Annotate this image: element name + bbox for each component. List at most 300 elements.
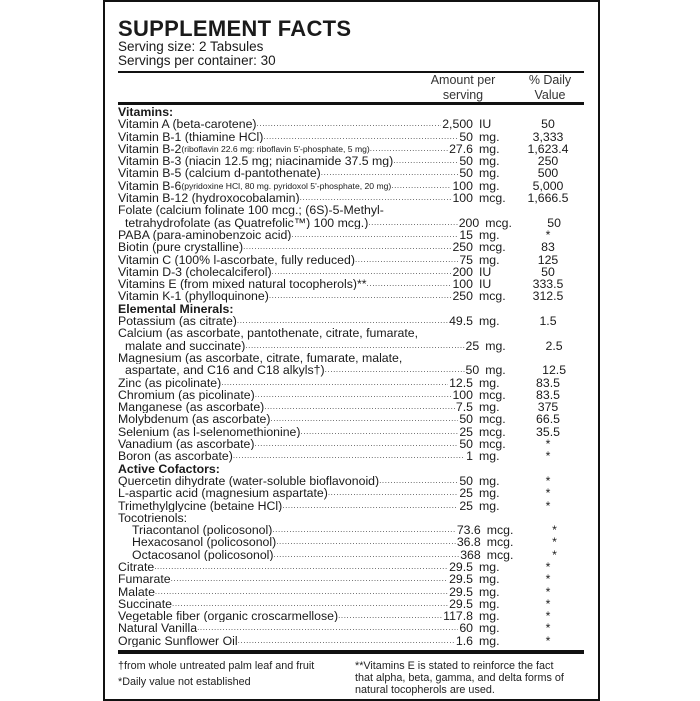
amount: 50 [459,413,473,426]
nutrient-label: Malate [118,585,155,598]
amount-header-line1: Amount per [430,73,496,87]
nutrient-label: Zinc (as picolinate) [118,376,222,389]
daily-value: * [545,227,551,242]
daily-value [518,327,578,339]
nutrient-label: Trimethylglycine (betaine HCl) [118,499,283,512]
dot-leader [243,241,451,253]
unit: mg. [479,621,500,636]
unit: mg. [485,338,506,353]
thick-divider-bottom [118,650,584,654]
table-row [118,610,584,622]
nutrient-note: (pyridoxine HCl, 80 mg. pyridoxol 5'-phosphate, 20 mg) [181,180,392,191]
table-row [118,315,584,327]
amount: 250 [452,241,473,254]
nutrient-label: Triacontanol (policosonol) [132,524,273,537]
table-row [118,635,584,647]
unit: mcg. [479,424,506,439]
nutrient-label: Citrate [118,560,155,574]
daily-value: 500 [537,166,559,181]
nutrient-name [118,622,473,634]
nutrient-label: Vitamin K-1 (phylloquinone) [118,290,269,303]
dot-leader [197,622,458,634]
amount: 60 [459,622,473,635]
unit: mg. [479,559,500,574]
table-row [118,389,584,401]
amount: 100 [452,388,473,402]
table-row [118,573,584,585]
nutrient-label: aspartate, and C16 and C18 alkyls†) [125,364,325,377]
divider [118,71,584,73]
amount: 25 [459,487,473,500]
daily-value: 1,623.4 [527,141,569,156]
unit: mg. [479,473,500,488]
nutrient-name [118,106,473,118]
daily-value: * [545,437,551,452]
nutrient-name [118,278,473,290]
daily-value: 12.5 [542,363,567,378]
table-row [118,524,584,536]
section-heading [118,303,584,315]
daily-value: * [545,486,551,501]
footnote-vitamin-e-3: natural tocopherols are used. [355,684,495,696]
nutrient-name [118,303,473,315]
dot-leader [282,500,458,512]
table-row [118,278,584,290]
nutrient-label: Potassium (as citrate) [118,315,237,328]
unit: mg. [479,572,500,587]
daily-value: * [545,609,551,624]
nutrient-label: Vitamin C (100% l-ascorbate, fully reduced) [118,253,355,266]
daily-value: 3,333 [532,129,564,144]
nutrient-name [118,610,473,622]
amount: 100 [452,179,473,193]
daily-value: 2.5 [545,338,563,353]
table-row [118,377,584,389]
dot-leader [328,487,458,499]
unit: mg. [479,584,500,599]
nutrient-name [118,377,473,389]
daily-value: 50 [541,264,555,279]
unit: mg. [479,141,500,156]
nutrient-name [118,500,473,512]
unit: IU [479,277,492,292]
unit: mcg. [486,547,514,562]
unit: mg. [479,596,500,611]
amount: 1 [466,450,473,463]
nutrient-label: L-aspartic acid (magnesium aspartate) [118,487,328,500]
nutrient-label: Selenium (as l-selenomethionine) [118,425,301,439]
unit: mcg. [485,215,512,230]
nutrient-name [118,487,473,499]
amount: 50 [459,155,473,168]
footnote-asterisk: *Daily value not established [118,676,251,688]
nutrient-label: Manganese (as ascorbate) [118,401,265,414]
daily-value: 312.5 [532,289,564,304]
table-row [118,290,584,302]
panel-title: SUPPLEMENT FACTS [118,16,352,41]
nutrient-label: Tocotrienols: [118,511,188,525]
nutrient-name [118,413,473,425]
nutrient-label: Vitamin B-12 (hydroxocobalamin) [118,192,300,205]
dot-leader [264,401,455,413]
nutrient-label: Vitamins: [118,106,174,119]
table-row [118,536,584,548]
table-row [118,450,584,462]
nutrient-name [118,561,473,573]
nutrient-name [118,364,479,376]
daily-value: 333.5 [532,277,564,292]
table-row [118,266,584,278]
amount: 7.5 [455,401,473,414]
table-row [118,598,584,610]
table-row [118,254,584,266]
unit: mg. [479,486,500,501]
nutrient-name [118,327,473,339]
nutrient-note: (riboflavin 22.6 mg: riboflavin 5'-phosphate, 5 mg) [181,143,370,154]
unit: mg. [479,178,500,193]
daily-value: 1.5 [539,314,557,329]
table-row [118,327,584,339]
daily-value: * [545,584,551,599]
table-row [118,352,584,364]
amount: 50 [465,364,480,377]
unit: mg. [479,609,500,624]
nutrient-label: Vitamin B-3 (niacin 12.5 mg; niacinamide 37.5 mg) [118,155,394,168]
nutrient-name [118,315,473,327]
daily-value: 1,666.5 [527,191,569,206]
table-row [118,549,584,561]
dot-leader [233,450,465,462]
amount: 25 [465,339,480,352]
unit: mg. [479,129,500,144]
nutrient-label: Active Cofactors: [118,462,220,475]
nutrient-label: PABA (para-aminobenzoic acid) [118,228,292,242]
daily-value: 83 [541,240,555,255]
dot-leader [325,364,465,376]
unit: mcg. [479,240,506,255]
dot-leader [393,155,458,167]
table-row [118,426,584,438]
daily-value: 83.5 [536,387,560,402]
table-row [118,401,584,413]
daily-value: 83.5 [536,375,560,390]
amount-header [423,73,503,102]
unit: mcg. [486,535,514,550]
table-row [118,204,584,216]
dv-header-line2: Value [534,87,566,102]
nutrient-name [118,536,481,548]
nutrient-name [118,389,473,401]
amount: 73.6 [456,524,481,537]
nutrient-label: Magnesium (as ascorbate, citrate, fumarate, malate, [118,351,403,365]
nutrient-label: Vitamin B-2 [118,142,182,156]
table-row [118,438,584,450]
amount: 368 [460,548,481,561]
unit: mg. [479,166,500,181]
nutrient-name [118,450,473,462]
nutrient-name [118,118,473,130]
dot-leader [321,167,459,179]
amount: 25 [459,425,473,439]
daily-value: * [552,523,557,538]
dot-leader [270,413,458,425]
daily-value: 35.5 [536,424,560,439]
amount: 49.5 [449,315,473,328]
dot-leader [379,475,458,487]
nutrient-name [118,635,473,647]
nutrient-name [118,254,473,266]
dot-leader [338,610,442,622]
dot-leader [301,426,459,438]
daily-value: * [545,473,551,488]
table-row [118,131,584,143]
dot-leader [300,192,452,204]
amount: 75 [459,253,473,266]
table-row [118,413,584,425]
amount: 36.8 [456,536,481,549]
dot-leader [237,315,448,327]
unit: mcg. [479,437,506,452]
thick-divider [118,102,584,105]
unit: mcg. [479,289,506,304]
daily-value-header [520,73,580,102]
table-row [118,340,584,352]
nutrient-name [118,266,473,278]
nutrient-label: Vitamin B-1 (thiamine HCl) [118,130,264,143]
servings-per-container: Servings per container: 30 [118,53,276,68]
amount: 29.5 [449,597,473,611]
amount: 200 [458,216,480,229]
table-row [118,586,584,598]
nutrient-label: Boron (as ascorbate) [118,450,233,463]
daily-value: * [545,572,551,587]
dot-leader [368,217,457,229]
nutrient-name [118,586,473,598]
nutrient-label: Quercetin dihydrate (water-soluble bioflavonoid) [118,474,380,488]
dot-leader [238,635,455,647]
nutrient-name [118,204,473,216]
nutrient-name [118,167,473,179]
nutrient-name [118,340,479,352]
amount: 29.5 [449,573,473,586]
dot-leader [269,290,452,302]
daily-value: * [552,535,557,550]
section-heading [118,463,584,475]
daily-value: 5,000 [532,178,564,193]
nutrient-label: Hexacosanol (policosonol) [132,536,277,549]
daily-value: * [545,633,551,648]
dot-leader [367,278,452,290]
dot-leader [391,180,451,192]
amount: 29.5 [449,585,473,598]
nutrient-label: Biotin (pure crystalline) [118,241,244,254]
unit: mg. [485,363,506,378]
dot-leader [263,131,458,143]
dot-leader [272,266,452,278]
nutrient-label: Elemental Minerals: [118,302,234,316]
amount: 50 [459,438,473,451]
nutrient-name [118,524,481,536]
table-row [118,192,584,204]
daily-value: * [545,559,551,574]
dot-leader [172,598,448,610]
nutrient-label: Vitamin B-6 [118,179,182,193]
nutrient-name [118,131,473,143]
amount: 117.8 [443,610,473,623]
nutrient-name [118,463,473,475]
nutrient-name [118,475,473,487]
table-row [118,217,584,229]
table-row [118,561,584,573]
table-row [118,512,584,524]
table-row [118,475,584,487]
table-row [118,622,584,634]
dot-leader [370,143,448,155]
unit: mg. [479,154,500,169]
nutrient-label: tetrahydrofolate (as Quatrefolic™) 100 mcg.) [125,216,369,229]
dot-leader [221,377,448,389]
nutrient-name [118,549,481,561]
daily-value [518,512,578,524]
nutrient-name [118,426,473,438]
unit: mcg. [479,387,506,402]
dot-leader [257,118,442,130]
daily-value: 66.5 [536,412,560,427]
dot-leader [276,536,456,548]
daily-value: 50 [541,117,555,132]
dot-leader [171,573,448,585]
table-row [118,180,584,192]
daily-value: * [552,547,557,562]
amount: 25 [459,499,473,512]
amount: 100 [452,192,473,205]
section-heading [118,106,584,118]
dot-leader [291,229,458,241]
amount: 50 [459,167,473,180]
amount: 15 [459,228,473,242]
nutrient-label: Calcium (as ascorbate, pantothenate, citrate, fumarate, [118,327,419,340]
nutrient-name [118,352,473,364]
unit: IU [479,117,492,132]
unit: mg. [479,227,500,242]
amount: 250 [452,290,473,303]
table-row [118,118,584,130]
table-row [118,229,584,241]
unit: mg. [479,400,500,415]
nutrient-name [118,598,473,610]
nutrient-label: Fumarate [118,573,171,586]
nutrient-name [118,512,473,524]
daily-value: 50 [547,215,561,230]
dot-leader [255,389,452,401]
dot-leader [254,438,458,450]
unit [473,204,518,216]
amount: 12.5 [449,376,473,389]
nutrient-name [118,290,473,302]
daily-value: * [545,596,551,611]
nutrient-label: Molybdenum (as ascorbate) [118,413,271,426]
nutrient-label: Octacosanol (policosonol) [132,548,274,561]
nutrient-label: Folate (calcium folinate 100 mcg.; (6S)-5-Methyl- [118,204,384,217]
daily-value: 125 [537,252,559,267]
nutrient-label: malate and succinate) [125,339,246,352]
unit: mg. [479,498,500,513]
nutrient-label: Organic Sunflower Oil [118,634,238,648]
nutrient-table [118,106,584,647]
table-row [118,500,584,512]
unit: mcg. [479,412,506,427]
table-row [118,143,584,155]
supplement-facts-panel [103,0,600,701]
unit: mg. [479,449,500,464]
serving-size: Serving size: 2 Tabsules [118,39,264,54]
nutrient-label: Natural Vanilla [118,622,198,635]
amount: 29.5 [449,560,473,574]
nutrient-name [118,438,473,450]
table-row [118,167,584,179]
amount: 50 [459,474,473,488]
nutrient-label: Vitamins E (from mixed natural tocopherols)** [118,278,367,291]
table-row [118,241,584,253]
nutrient-name [118,192,473,204]
nutrient-name [118,573,473,585]
unit: mg. [479,314,500,329]
footnote-dagger: †from whole untreated palm leaf and fruit [118,660,315,672]
dot-leader [154,561,448,573]
footnote-right [355,660,564,696]
nutrient-name [118,143,473,155]
daily-value: * [545,449,551,464]
nutrient-name [118,229,473,241]
nutrient-name [118,241,473,253]
amount: 27.6 [449,142,473,156]
daily-value: * [545,621,551,636]
amount: 2,500 [442,118,473,131]
table-row [118,487,584,499]
nutrient-name [118,217,479,229]
daily-value: 250 [537,154,559,169]
footnote-left [118,660,314,688]
amount: 1.6 [455,634,473,648]
table-row [118,364,584,376]
dv-header-line1: % Daily [528,73,572,87]
unit: mg. [479,375,500,390]
nutrient-label: Vitamin D-3 (cholecalciferol) [118,265,272,279]
dot-leader [355,254,458,266]
dot-leader [272,524,455,536]
unit: IU [479,264,492,279]
unit: mg. [479,633,500,648]
dot-leader [274,549,460,561]
daily-value: 375 [537,400,559,415]
nutrient-label: Vanadium (as ascorbate) [118,438,255,451]
footnote-vitamin-e-2: that alpha, beta, gamma, and delta forms of [355,672,564,684]
nutrient-name [118,155,473,167]
nutrient-label: Succinate [118,597,173,611]
amount-header-line2: serving [442,87,484,102]
nutrient-label: Chromium (as picolinate) [118,388,255,402]
dot-leader [155,586,448,598]
nutrient-label: Vitamin A (beta-carotene) [118,118,257,131]
nutrient-label: Vitamin B-5 (calcium d-pantothenate) [118,167,321,180]
unit: mg. [479,252,500,267]
daily-value [518,204,578,216]
table-row [118,155,584,167]
unit [473,327,518,339]
footnote-vitamin-e-1: **Vitamins E is stated to reinforce the fact [355,660,554,672]
unit: mcg. [479,191,506,206]
daily-value: * [545,498,551,513]
